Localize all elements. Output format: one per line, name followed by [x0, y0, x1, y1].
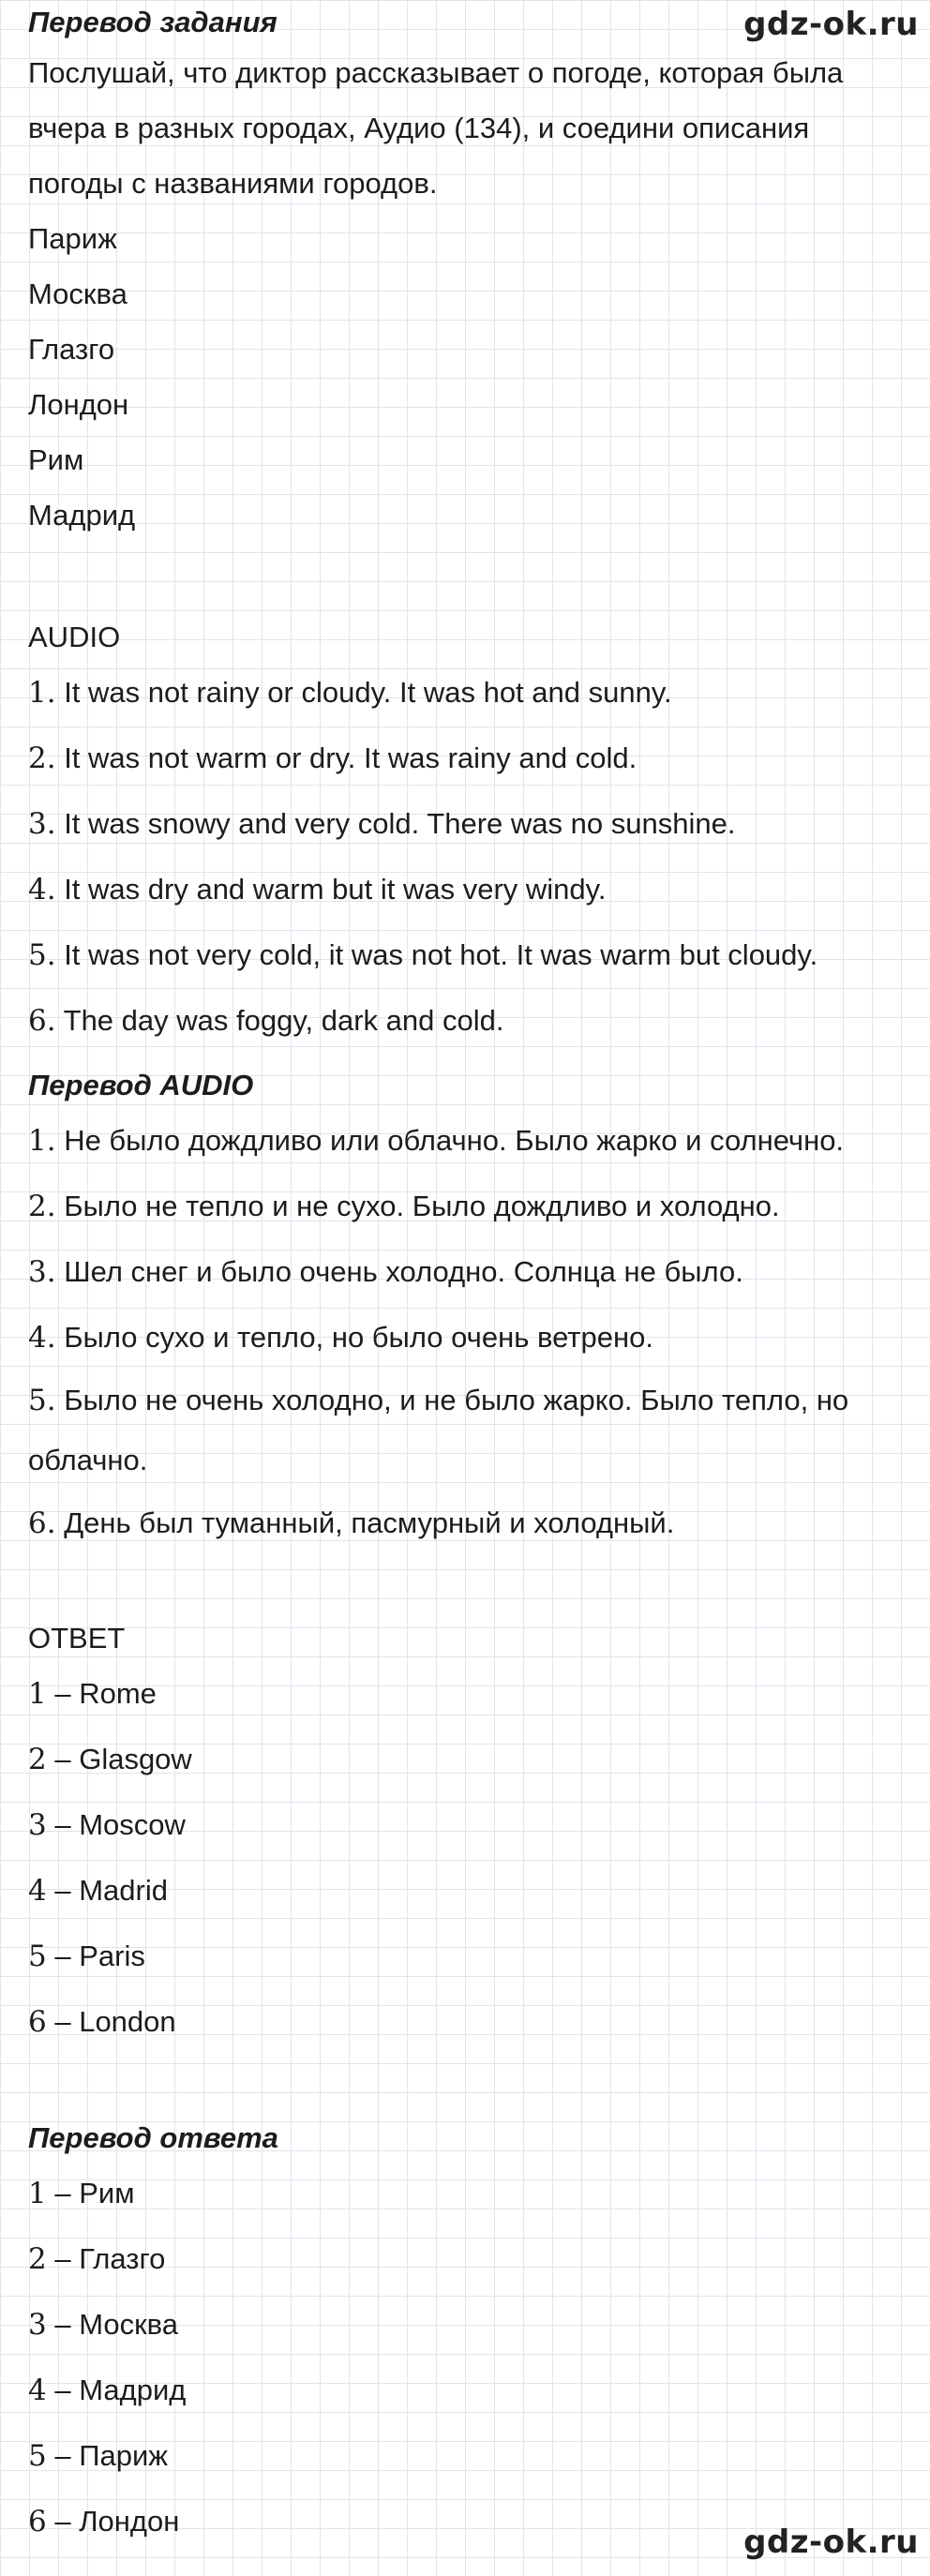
city-item: Москва	[28, 277, 128, 310]
item-text: The day was foggy, dark and cold.	[55, 1004, 504, 1037]
item-text: It was dry and warm but it was very windy.	[55, 873, 607, 906]
item-number: 3	[28, 2308, 47, 2342]
item-text: It was not rainy or cloudy. It was hot and sunny.	[55, 676, 672, 709]
answer-translation-list	[28, 2161, 919, 2554]
answer-translation-item	[28, 2423, 919, 2489]
item-number: 5.	[28, 938, 56, 972]
item-text: – Madrid	[46, 1874, 168, 1907]
answer-translation-item	[28, 2226, 919, 2292]
item-number: 3.	[28, 1255, 56, 1289]
city-item: Глазго	[28, 333, 115, 366]
item-number: 2	[28, 1743, 47, 1776]
audio-translation-list	[28, 1108, 919, 1556]
audio-item	[28, 726, 919, 791]
audio-item	[28, 922, 919, 988]
item-text: – Париж	[46, 2439, 169, 2472]
item-text: – Moscow	[46, 1808, 186, 1841]
item-number: 6	[28, 2005, 47, 2039]
audio-translation-item	[28, 1490, 919, 1556]
audio-section	[28, 615, 919, 1054]
answer-translation-item	[28, 2358, 919, 2423]
item-number: 4.	[28, 1321, 56, 1355]
city-item: Париж	[28, 222, 117, 255]
answer-item	[28, 1858, 919, 1924]
answer-translation-section	[28, 2116, 919, 2554]
answer-translation-heading: Перевод ответа	[28, 2121, 278, 2154]
item-text: День был туманный, пасмурный и холодный.	[55, 1506, 675, 1539]
answer-item	[28, 1924, 919, 1989]
audio-translation-section	[28, 1063, 919, 1556]
answer-item	[28, 1727, 919, 1792]
task-translation-section	[28, 0, 919, 543]
item-text: – London	[46, 2005, 176, 2038]
audio-translation-item	[28, 1239, 919, 1305]
item-number: 3.	[28, 807, 56, 841]
audio-item	[28, 988, 919, 1054]
item-number: 1.	[28, 676, 56, 710]
item-text: Было не очень холодно, и не было жарко. Было тепло, но облачно.	[28, 1384, 849, 1476]
item-text: – Paris	[46, 1939, 145, 1972]
city-list	[28, 211, 919, 543]
item-number: 1	[28, 2177, 47, 2210]
task-translation-heading: Перевод задания	[28, 6, 278, 38]
answer-item	[28, 1661, 919, 1727]
audio-item	[28, 660, 919, 726]
item-number: 1.	[28, 1124, 56, 1158]
city-item: Рим	[28, 443, 84, 476]
answer-translation-item	[28, 2161, 919, 2226]
task-translation-text: Послушай, что диктор рассказывает о погоде, которая была вчера в разных городах, Аудио (134), и соедини описания погоды с названиями городов.	[28, 56, 844, 200]
audio-translation-item	[28, 1174, 919, 1239]
answer-heading: ОТВЕТ	[28, 1622, 126, 1655]
item-number: 5.	[28, 1384, 56, 1417]
item-number: 1	[28, 1677, 47, 1711]
answer-item	[28, 1792, 919, 1858]
item-text: – Rome	[46, 1677, 157, 1710]
answer-list	[28, 1661, 919, 2055]
item-text: Не было дождливо или облачно. Было жарко и солнечно.	[55, 1124, 845, 1157]
item-number: 4	[28, 1874, 47, 1908]
item-number: 2.	[28, 741, 56, 775]
item-number: 4.	[28, 873, 56, 906]
city-item: Лондон	[28, 388, 129, 421]
item-number: 6.	[28, 1004, 56, 1038]
audio-translation-heading: Перевод AUDIO	[28, 1069, 254, 1101]
item-text: It was not very cold, it was not hot. It was warm but cloudy.	[55, 938, 818, 971]
audio-heading: AUDIO	[28, 621, 121, 653]
answer-section	[28, 1616, 919, 2055]
audio-translation-item	[28, 1108, 919, 1174]
item-text: Было не тепло и не сухо. Было дождливо и холодно.	[55, 1190, 780, 1222]
item-text: Было сухо и тепло, но было очень ветрено.	[55, 1321, 653, 1354]
item-text: – Мадрид	[46, 2374, 187, 2406]
item-text: – Москва	[46, 2308, 179, 2341]
item-number: 6	[28, 2505, 47, 2539]
answer-translation-item	[28, 2292, 919, 2358]
item-text: – Glasgow	[46, 1743, 192, 1775]
item-text: Шел снег и было очень холодно. Солнца не было.	[55, 1255, 743, 1288]
audio-translation-item	[28, 1370, 919, 1490]
item-number: 3	[28, 1808, 47, 1842]
item-text: It was snowy and very cold. There was no sunshine.	[55, 807, 736, 840]
item-number: 5	[28, 1939, 47, 1973]
item-number: 2	[28, 2242, 47, 2276]
watermark-bottom: gdz-ok.ru	[743, 2524, 919, 2561]
audio-item	[28, 791, 919, 857]
audio-list	[28, 660, 919, 1054]
item-text: – Рим	[46, 2177, 135, 2209]
answer-item	[28, 1989, 919, 2055]
item-number: 4	[28, 2374, 47, 2407]
item-number: 6.	[28, 1506, 56, 1540]
item-number: 5	[28, 2439, 47, 2473]
item-text: – Глазго	[46, 2242, 166, 2275]
audio-item	[28, 857, 919, 922]
audio-translation-item	[28, 1305, 919, 1370]
item-text: It was not warm or dry. It was rainy and cold.	[55, 741, 638, 774]
item-text: – Лондон	[46, 2505, 180, 2538]
watermark-top: gdz-ok.ru	[743, 6, 919, 43]
city-item: Мадрид	[28, 499, 136, 532]
item-number: 2.	[28, 1190, 56, 1223]
